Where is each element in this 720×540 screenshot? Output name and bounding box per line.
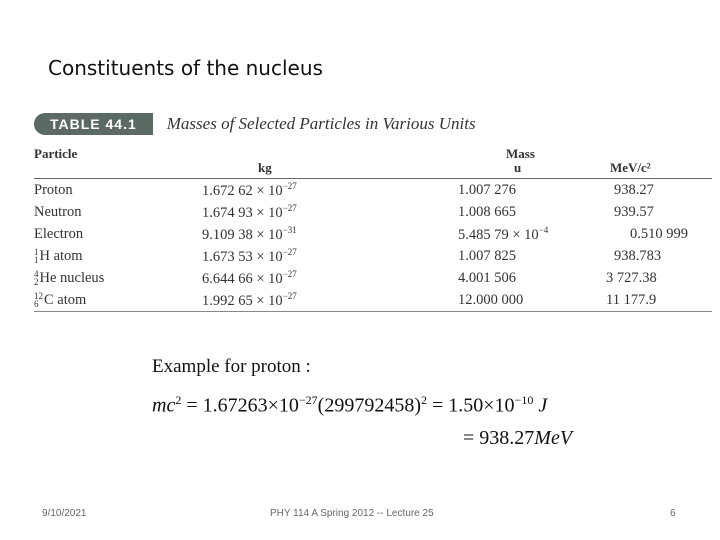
kg-cell xyxy=(202,245,428,267)
atomic-number: 6 xyxy=(34,299,39,310)
mev-value: 3 727.38 xyxy=(606,269,657,286)
table-caption: Masses of Selected Particles in Various Units xyxy=(166,114,476,133)
equation-speed-exponent: 2 xyxy=(421,393,427,407)
equation-line-1 xyxy=(152,384,572,422)
atomic-number: 1 xyxy=(34,255,39,266)
kg-exponent: −27 xyxy=(282,246,297,257)
mev-cell xyxy=(606,267,712,289)
mass-number: 12 xyxy=(34,291,43,302)
mev-cell xyxy=(606,179,712,202)
particle-cell xyxy=(34,201,202,223)
kg-exponent: −31 xyxy=(282,224,297,235)
table-heading xyxy=(34,112,712,136)
equation-result-joules: = 1.50×10 xyxy=(427,394,515,417)
equation-mass: = 1.67263×10 xyxy=(181,394,299,417)
u-cell xyxy=(428,179,606,202)
kg-value: 9.109 38 × 10 xyxy=(202,226,283,243)
particle-name: H atom xyxy=(39,247,83,264)
equation-mass-exponent: −27 xyxy=(298,393,318,407)
column-header-mev: MeV/c² xyxy=(606,161,712,179)
nuclide-numbers xyxy=(34,292,43,308)
particle-name: Neutron xyxy=(34,203,82,220)
particle-name: Electron xyxy=(34,225,84,242)
particle-cell xyxy=(34,223,202,245)
equation-unit-mev: MeV xyxy=(534,426,573,449)
table-row xyxy=(34,267,712,289)
kg-value: 1.674 93 × 10 xyxy=(202,204,283,221)
mev-value: 0.510 999 xyxy=(630,225,688,242)
energy-equation xyxy=(152,384,572,454)
column-header-u: u xyxy=(428,161,606,179)
particle-mass-table xyxy=(34,112,712,312)
u-cell xyxy=(428,201,606,223)
u-cell xyxy=(428,223,606,245)
table-row xyxy=(34,289,712,312)
footer-date: 9/10/2021 xyxy=(42,508,87,519)
mev-cell xyxy=(606,289,712,312)
proton-example xyxy=(152,356,572,454)
column-header-kg: kg xyxy=(202,161,428,179)
kg-exponent: −27 xyxy=(282,290,297,301)
u-value: 1.007 825 xyxy=(458,247,516,264)
equation-line-2 xyxy=(152,422,572,454)
particle-name: He nucleus xyxy=(39,269,105,286)
kg-value: 1.672 62 × 10 xyxy=(202,182,283,199)
mass-table xyxy=(34,145,712,312)
u-value: 1.008 665 xyxy=(458,203,516,220)
equation-lhs-exponent: 2 xyxy=(175,393,182,407)
u-cell xyxy=(428,267,606,289)
u-value: 12.000 000 xyxy=(458,291,524,308)
kg-cell xyxy=(202,289,428,312)
slide-title: Constituents of the nucleus xyxy=(48,56,323,80)
example-label: Example for proton : xyxy=(152,356,311,377)
table-number-badge: TABLE 44.1 xyxy=(34,113,153,135)
kg-value: 1.992 65 × 10 xyxy=(202,292,283,309)
equation-unit-joule: J xyxy=(533,394,548,417)
table-row xyxy=(34,201,712,223)
kg-exponent: −27 xyxy=(282,180,297,191)
table-row xyxy=(34,223,712,245)
u-value: 5.485 79 × 10 xyxy=(458,226,539,243)
mev-value: 939.57 xyxy=(614,203,654,220)
atomic-number: 2 xyxy=(34,277,39,288)
footer-page-number: 6 xyxy=(670,508,676,519)
particle-cell xyxy=(34,179,202,202)
column-header-particle: Particle xyxy=(34,146,78,161)
table-row xyxy=(34,245,712,267)
particle-name: C atom xyxy=(44,291,87,308)
table-row xyxy=(34,179,712,202)
u-cell xyxy=(428,245,606,267)
kg-exponent: −27 xyxy=(282,268,297,279)
u-value: 4.001 506 xyxy=(458,269,516,286)
mev-value: 938.27 xyxy=(614,181,654,198)
nuclide-numbers xyxy=(34,248,39,264)
mev-value: 938.783 xyxy=(614,247,662,264)
equation-result-exponent: −10 xyxy=(514,393,534,407)
u-cell xyxy=(428,289,606,312)
particle-name: Proton xyxy=(34,181,73,198)
nuclide-numbers xyxy=(34,270,39,286)
kg-exponent: −27 xyxy=(282,202,297,213)
kg-cell xyxy=(202,223,428,245)
u-value: 1.007 276 xyxy=(458,181,516,198)
equation-result-mev: = 938.27 xyxy=(463,426,535,449)
mev-cell xyxy=(606,245,712,267)
mev-cell xyxy=(606,223,712,245)
mev-cell xyxy=(606,201,712,223)
mass-number: 4 xyxy=(34,269,39,280)
equation-lhs: mc xyxy=(152,394,176,417)
u-exponent: −4 xyxy=(538,224,549,235)
column-header-mass: Mass xyxy=(506,146,535,161)
particle-cell xyxy=(34,245,202,267)
mass-number: 1 xyxy=(34,247,39,258)
kg-value: 1.673 53 × 10 xyxy=(202,248,283,265)
footer-lecture: PHY 114 A Spring 2012 -- Lecture 25 xyxy=(270,508,434,519)
kg-cell xyxy=(202,267,428,289)
equation-speed: (299792458) xyxy=(317,394,421,417)
kg-cell xyxy=(202,201,428,223)
kg-cell xyxy=(202,179,428,202)
kg-value: 6.644 66 × 10 xyxy=(202,270,283,287)
particle-cell xyxy=(34,289,202,312)
mev-value: 11 177.9 xyxy=(606,291,657,308)
particle-cell xyxy=(34,267,202,289)
